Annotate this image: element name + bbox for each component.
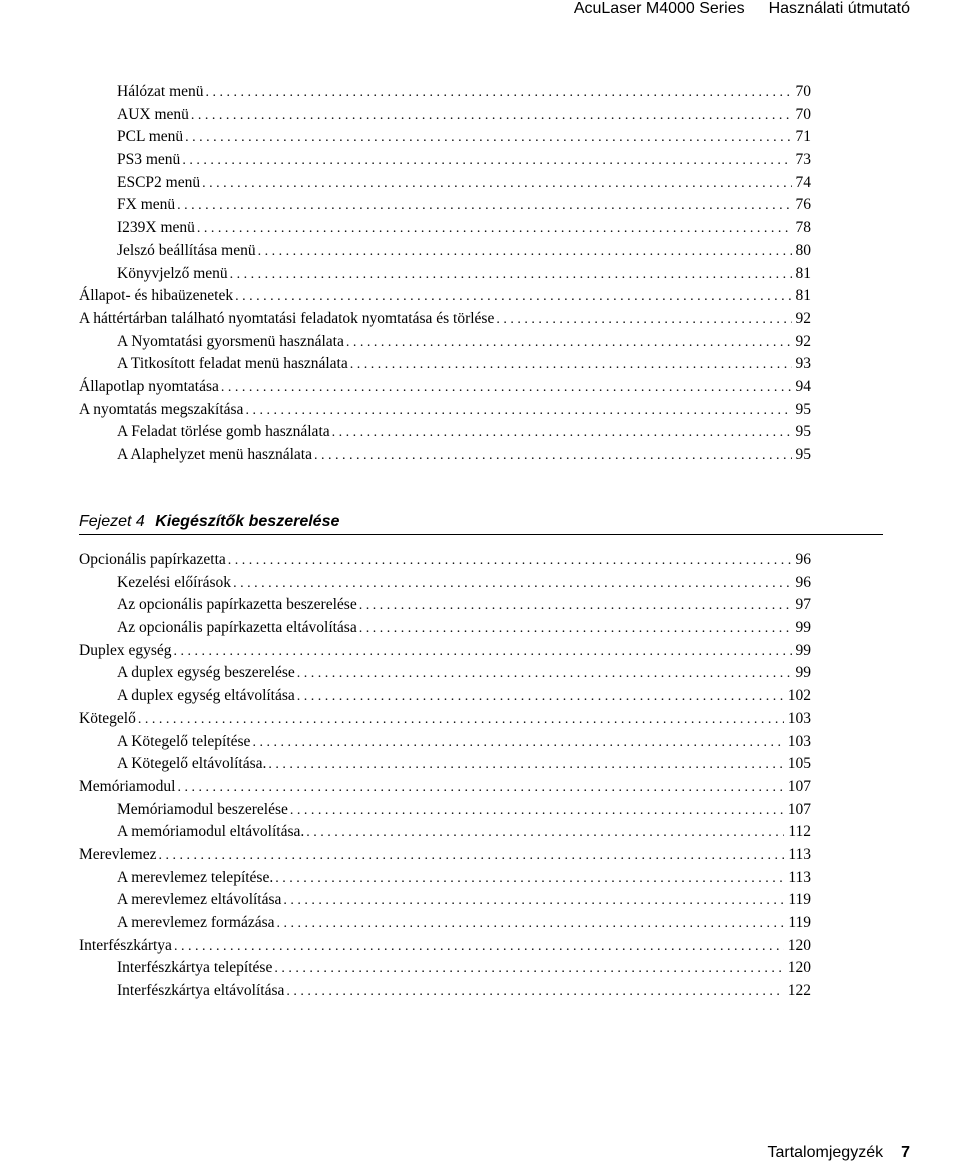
toc-leader-dots	[275, 868, 784, 891]
page-number: 7	[901, 1144, 910, 1161]
toc-entry-title: PS3 menü	[117, 151, 181, 169]
toc-list-top	[79, 81, 811, 467]
toc-entry-page: 112	[788, 823, 811, 841]
toc-entry[interactable]	[79, 685, 811, 708]
toc-leader-dots	[258, 241, 792, 264]
toc-entry-title: A Kötegelő telepítése	[117, 732, 251, 750]
toc-entry-page: 97	[795, 596, 811, 614]
toc-entry-title: Állapotlap nyomtatása	[79, 377, 219, 395]
toc-entry[interactable]	[79, 821, 811, 844]
toc-leader-dots	[174, 936, 784, 959]
toc-entry[interactable]	[79, 617, 811, 640]
toc-entry-page: 70	[795, 105, 811, 123]
toc-entry-title: A merevlemez formázása	[117, 914, 275, 931]
toc-entry[interactable]	[79, 957, 811, 980]
toc-entry[interactable]	[79, 980, 811, 1003]
toc-entry-title: Hálózat menü	[117, 83, 204, 100]
toc-entry-title: Memóriamodul beszerelése	[117, 800, 288, 818]
toc-entry-title: Jelszó beállítása menü	[117, 241, 256, 259]
toc-entry-page: 92	[795, 309, 811, 327]
toc-entry-page: 119	[788, 914, 811, 931]
toc-entry[interactable]	[79, 867, 811, 890]
toc-entry[interactable]	[79, 149, 811, 172]
chapter-prefix: Fejezet 4	[79, 513, 145, 530]
toc-entry-title: Kezelési előírások	[117, 573, 232, 591]
toc-entry[interactable]	[79, 81, 811, 104]
toc-entry[interactable]	[79, 240, 811, 263]
footer-section: Tartalomjegyzék	[767, 1144, 884, 1161]
toc-entry[interactable]	[79, 285, 811, 308]
toc-entry-title: Interfészkártya telepítése	[117, 959, 273, 977]
toc-entry-page: 122	[787, 982, 811, 1000]
toc-entry-page: 96	[795, 551, 811, 568]
toc-entry[interactable]	[79, 640, 811, 663]
toc-leader-dots	[283, 890, 784, 913]
toc-entry-page: 107	[787, 777, 811, 795]
toc-entry-title: A Titkosított feladat menü használata	[117, 355, 348, 373]
toc-entry-page: 74	[795, 173, 811, 191]
toc-entry[interactable]	[79, 776, 811, 799]
toc-leader-dots	[290, 800, 784, 823]
toc-leader-dots	[182, 150, 791, 173]
toc-entry[interactable]	[79, 708, 811, 731]
toc-entry-page: 102	[787, 687, 811, 705]
toc-entry-title: Opcionális papírkazetta	[79, 551, 226, 568]
toc-entry-title: Könyvjelző menü	[117, 264, 228, 282]
toc-entry-title: A duplex egység eltávolítása	[117, 687, 295, 705]
toc-entry-title: A nyomtatás megszakítása	[79, 400, 244, 418]
toc-entry-page: 96	[795, 573, 811, 591]
toc-entry[interactable]	[79, 263, 811, 286]
toc-leader-dots	[274, 958, 783, 981]
toc-entry-title: A Alaphelyzet menü használata	[117, 446, 312, 463]
toc-entry-page: 78	[795, 219, 811, 237]
toc-entry-page: 95	[795, 400, 811, 418]
toc-leader-dots	[496, 309, 791, 332]
toc-entry-page: 73	[795, 151, 811, 169]
toc-leader-dots	[185, 127, 791, 150]
toc-entry-page: 120	[787, 936, 811, 954]
toc-leader-dots	[158, 845, 784, 868]
document-title: Használati útmutató	[768, 0, 910, 17]
toc-entry[interactable]	[79, 912, 811, 935]
chapter-heading	[79, 513, 883, 535]
toc-leader-dots	[235, 286, 791, 309]
toc-entry[interactable]	[79, 444, 811, 467]
toc-entry[interactable]	[79, 731, 811, 754]
toc-entry[interactable]	[79, 399, 811, 422]
toc-entry-page: 107	[787, 800, 811, 818]
toc-leader-dots	[228, 550, 792, 573]
toc-leader-dots	[191, 105, 792, 128]
toc-entry-page: 99	[795, 641, 811, 659]
toc-leader-dots	[268, 754, 783, 777]
toc-entry[interactable]	[79, 194, 811, 217]
toc-entry-page: 105	[787, 755, 811, 773]
toc-entry-title: Merevlemez	[79, 845, 157, 863]
toc-entry-page: 76	[795, 196, 811, 214]
toc-leader-dots	[350, 354, 792, 377]
toc-leader-dots	[221, 377, 792, 400]
toc-entry[interactable]	[79, 549, 811, 572]
toc-leader-dots	[202, 173, 791, 196]
toc-leader-dots	[277, 913, 785, 936]
toc-entry-title: A Feladat törlése gomb használata	[117, 423, 330, 441]
toc-entry[interactable]	[79, 753, 811, 776]
toc-entry-title: A memóriamodul eltávolítása.	[117, 823, 305, 841]
toc-entry-title: A merevlemez telepítése.	[117, 868, 274, 886]
toc-leader-dots	[297, 663, 792, 686]
toc-leader-dots	[359, 595, 792, 618]
toc-entry-title: A Nyomtatási gyorsmenü használata	[117, 332, 344, 350]
toc-leader-dots	[306, 822, 784, 845]
toc-leader-dots	[177, 777, 783, 800]
toc-leader-dots	[314, 445, 792, 468]
toc-leader-dots	[332, 422, 792, 445]
toc-entry[interactable]	[79, 799, 811, 822]
toc-leader-dots	[346, 332, 792, 355]
toc-entry[interactable]	[79, 844, 811, 867]
chapter-title: Kiegészítők beszerelése	[155, 513, 340, 530]
toc-entry-page: 120	[787, 959, 811, 977]
toc-entry[interactable]	[79, 889, 811, 912]
toc-entry-title: Interfészkártya	[79, 936, 172, 954]
toc-entry-page: 113	[788, 868, 811, 886]
toc-entry[interactable]	[79, 376, 811, 399]
toc-entry-page: 95	[795, 446, 811, 463]
toc-entry-title: Memóriamodul	[79, 777, 176, 795]
toc-entry[interactable]	[79, 217, 811, 240]
toc-entry-title: FX menü	[117, 196, 176, 214]
toc-entry[interactable]	[79, 935, 811, 958]
toc-leader-dots	[252, 732, 783, 755]
toc-entry-title: A merevlemez eltávolítása	[117, 891, 282, 909]
toc-entry[interactable]	[79, 662, 811, 685]
toc-entry-page: 99	[795, 664, 811, 682]
toc-entry-page: 81	[795, 287, 811, 305]
toc-entry[interactable]	[79, 331, 811, 354]
toc-entry[interactable]	[79, 594, 811, 617]
toc-entry-page: 103	[787, 732, 811, 750]
toc-entry-title: ESCP2 menü	[117, 173, 201, 191]
toc-leader-dots	[174, 641, 792, 664]
toc-leader-dots	[177, 195, 791, 218]
toc-entry-title: Az opcionális papírkazetta beszerelése	[117, 596, 357, 614]
toc-entry-title: Interfészkártya eltávolítása	[117, 982, 285, 1000]
toc-entry[interactable]	[79, 308, 811, 331]
toc-entry-title: A duplex egység beszerelése	[117, 664, 295, 682]
toc-entry-page: 92	[795, 332, 811, 350]
toc-entry-title: PCL menü	[117, 128, 184, 146]
toc-leader-dots	[233, 573, 791, 596]
toc-entry-title: Az opcionális papírkazetta eltávolítása	[117, 619, 357, 637]
toc-entry-page: 99	[795, 619, 811, 637]
toc-entry[interactable]	[79, 572, 811, 595]
toc-entry-title: Állapot- és hibaüzenetek	[79, 287, 234, 305]
toc-entry-title: AUX menü	[117, 105, 189, 123]
toc-entry[interactable]	[79, 172, 811, 195]
toc-leader-dots	[197, 218, 792, 241]
toc-leader-dots	[359, 618, 792, 641]
product-name: AcuLaser M4000 Series	[573, 0, 745, 17]
toc-entry-title: Duplex egység	[79, 641, 172, 659]
toc-entry-page: 81	[795, 264, 811, 282]
toc-leader-dots	[286, 981, 783, 1004]
toc-entry-title: A háttértárban található nyomtatási feladatok nyomtatása és törlése	[79, 309, 495, 327]
toc-leader-dots	[297, 686, 784, 709]
toc-entry[interactable]	[79, 126, 811, 149]
toc-entry[interactable]	[79, 421, 811, 444]
toc-entry-page: 95	[795, 423, 811, 441]
toc-entry-page: 93	[795, 355, 811, 373]
toc-entry-page: 80	[795, 241, 811, 259]
toc-entry-page: 71	[795, 128, 811, 146]
toc-entry-page: 119	[788, 891, 811, 909]
page-footer	[767, 1144, 910, 1162]
toc-entry-page: 113	[788, 845, 811, 863]
toc-leader-dots	[138, 709, 784, 732]
toc-entry-page: 103	[787, 709, 811, 727]
toc-entry-page: 70	[795, 83, 811, 100]
toc-leader-dots	[206, 82, 792, 105]
toc-list-bottom	[79, 549, 811, 1003]
toc-entry-title: A Kötegelő eltávolítása.	[117, 755, 267, 773]
toc-entry-page: 94	[795, 377, 811, 395]
toc-entry-title: I239X menü	[117, 219, 195, 237]
toc-entry-title: Kötegelő	[79, 709, 136, 727]
toc-entry[interactable]	[79, 353, 811, 376]
toc-leader-dots	[245, 400, 791, 423]
toc-leader-dots	[230, 264, 792, 287]
page-header	[574, 0, 910, 20]
toc-entry[interactable]	[79, 104, 811, 127]
